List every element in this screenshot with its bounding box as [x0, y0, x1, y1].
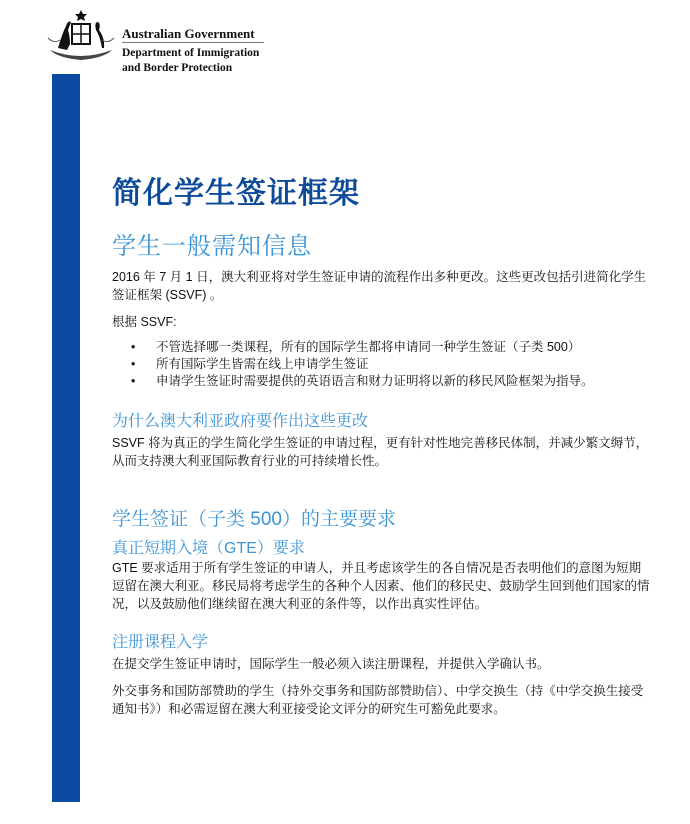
enrolment-paragraph-1: 在提交学生签证申请时，国际学生一般必须入读注册课程，并提供入学确认书。: [112, 657, 550, 671]
according-label: 根据 SSVF:: [112, 315, 177, 329]
department-name: [122, 46, 259, 76]
enrolment-paragraph-2: 外交事务和国防部赞助的学生（持外交事务和国防部赞助信）、中学交换生（持《中学交换生接受通知书》）和必需逗留在澳大利亚接受论文评分的研究生可豁免此要求。: [112, 684, 644, 716]
gte-heading: 真正短期入境（GTE）要求: [112, 540, 305, 557]
intro-paragraph: 2016 年 7 月 1 日，澳大利亚将对学生签证申请的流程作出多种更改。这些更改包括引进简化学生签证框架 (SSVF) 。: [112, 270, 647, 302]
government-name: Australian Government: [122, 26, 255, 41]
gte-paragraph: GTE 要求适用于所有学生签证的申请人，并且考虑该学生的各自情况是否表明他们的意图为短期逗留在澳大利亚。移民局将考虑学生的各种个人因素、他们的移民史、鼓励学生回到他们国家的情况，以及鼓励他们继续留在澳大利亚的条件等，以作出真实性评估。: [112, 561, 650, 611]
page-subtitle: 学生一般需知信息: [112, 233, 312, 260]
list-item: • 不管选择哪一类课程，所有的国际学生都将申请同一种学生签证（子类 500）: [112, 339, 672, 356]
list-item: • 所有国际学生皆需在线上申请学生签证: [112, 356, 672, 373]
department-line-2: and Border Protection: [122, 62, 233, 74]
list-item: • 申请学生签证时需要提供的英语语言和财力证明将以新的移民风险框架为指导。: [112, 373, 672, 390]
coat-of-arms-logo: [44, 8, 118, 66]
page-title: 简化学生签证框架: [112, 177, 360, 210]
ssvf-bullet-list: [112, 339, 672, 390]
why-paragraph: SSVF 将为真正的学生简化学生签证的申请过程，更有针对性地完善移民体制，并减少繁文缛节，从而支持澳大利亚国际教育行业的可持续增长性。: [112, 436, 649, 468]
department-line-1: Department of Immigration: [122, 47, 260, 59]
requirements-heading: 学生签证（子类 500）的主要要求: [112, 509, 396, 530]
brand-side-bar: [52, 74, 80, 802]
header-divider: [122, 42, 264, 43]
enrolment-heading: 注册课程入学: [112, 634, 209, 651]
why-heading: 为什么澳大利亚政府要作出这些更改: [112, 413, 369, 430]
